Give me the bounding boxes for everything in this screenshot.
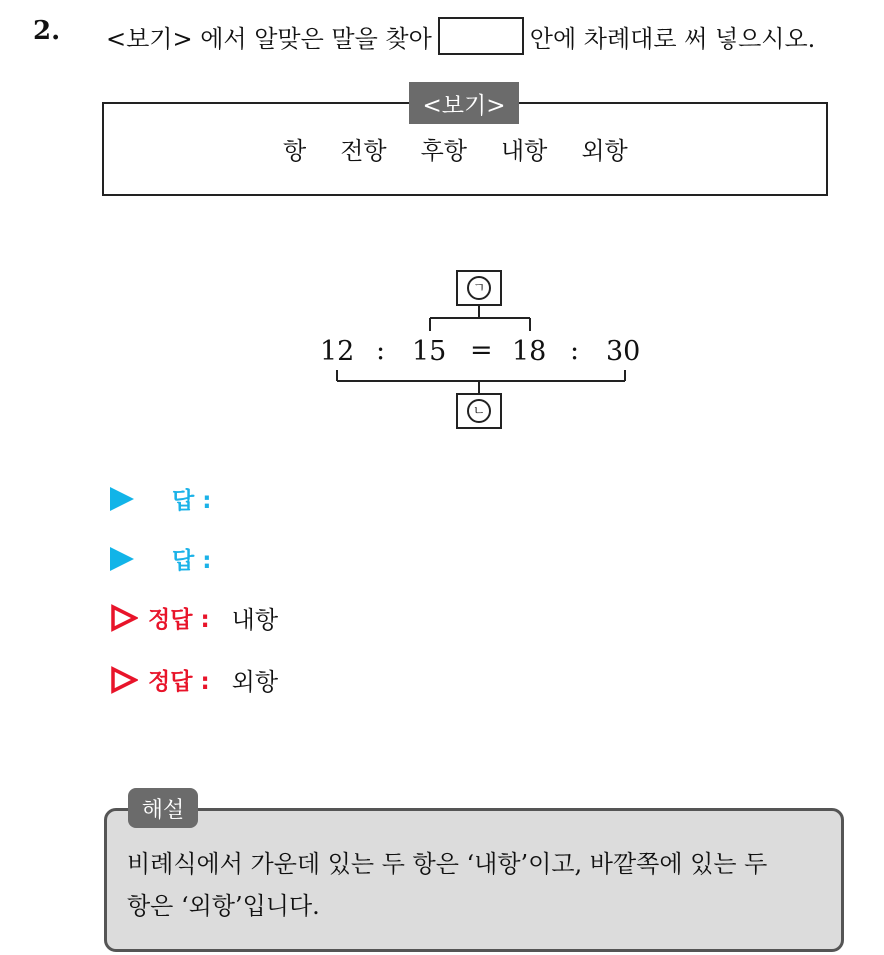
colon: : <box>376 335 386 366</box>
term-15: 15 <box>412 336 447 367</box>
explanation-line: 항은 ‘외항’입니다. <box>127 892 320 920</box>
answer-row-1 <box>110 482 211 515</box>
outline-triangle-icon <box>110 666 138 694</box>
question-text-after: 안에 차례대로 써 넣으시오. <box>529 24 816 53</box>
equals-sign: = <box>470 335 493 366</box>
correct-answer-label: 정답 : <box>148 669 210 695</box>
question-number: 2. <box>33 16 61 46</box>
bogi-term: 항 <box>283 137 307 165</box>
answer-label: 답 : <box>172 488 212 514</box>
bogi-term: 외항 <box>581 137 628 165</box>
bogi-term: 내항 <box>500 137 548 165</box>
colon: : <box>570 335 580 366</box>
correct-answer-label: 정답 : <box>148 607 210 633</box>
term-18: 18 <box>512 336 547 367</box>
term-12: 12 <box>320 336 355 367</box>
correct-answer-row-2 <box>110 662 278 697</box>
correct-answer-value: 외항 <box>231 668 279 696</box>
bogi-term: 전항 <box>340 137 387 165</box>
question-text-before: <보기> 에서 알맞은 말을 찾아 <box>106 24 432 53</box>
explanation-text <box>127 843 827 927</box>
play-triangle-icon <box>110 547 134 571</box>
circled-symbol-bottom: ㄴ <box>467 399 491 423</box>
explanation-tag: 해설 <box>128 788 198 828</box>
outline-triangle-icon <box>110 604 138 632</box>
symbol-box-top <box>456 270 502 306</box>
explanation-line: 비례식에서 가운데 있는 두 항은 ‘내항’이고, 바깥쪽에 있는 두 <box>127 850 768 878</box>
bogi-term: 후항 <box>420 137 467 165</box>
correct-answer-value: 내항 <box>231 606 279 634</box>
answer-row-2 <box>110 542 211 575</box>
correct-answer-row-1 <box>110 600 278 635</box>
bogi-title: <보기> <box>409 82 519 124</box>
symbol-box-bottom <box>456 393 502 429</box>
circled-symbol-top: ㄱ <box>467 276 491 300</box>
play-triangle-icon <box>110 487 134 511</box>
answer-label: 답 : <box>172 548 212 574</box>
term-30: 30 <box>606 336 641 367</box>
